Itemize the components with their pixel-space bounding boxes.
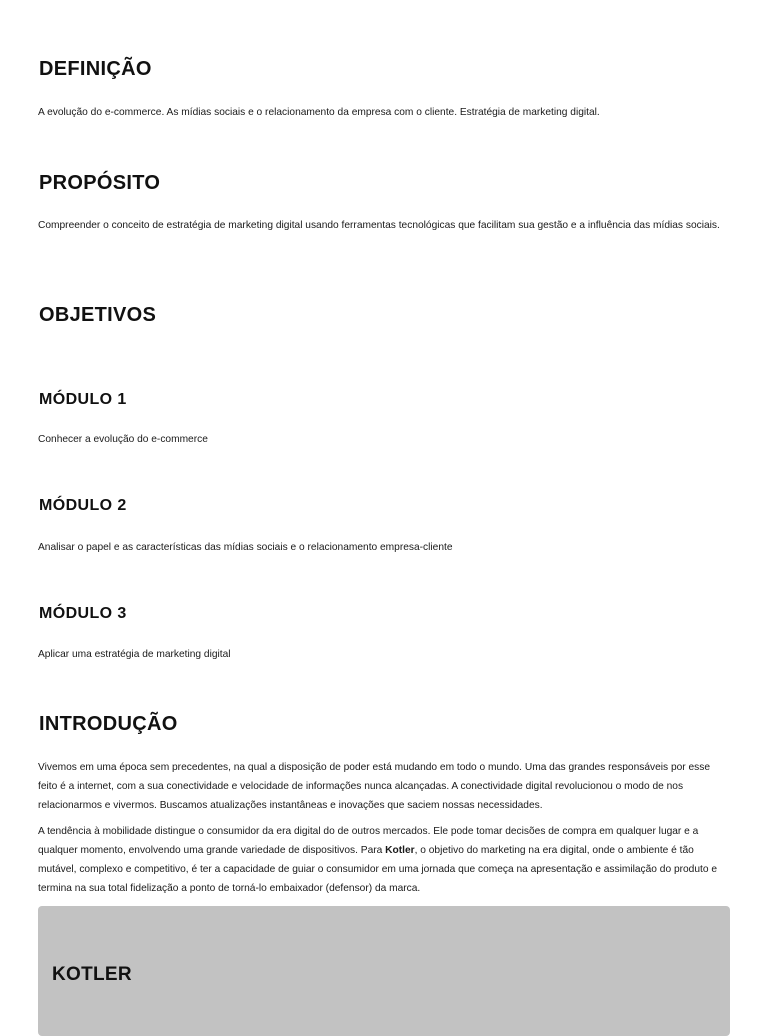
introducao-paragraph-2 [38,822,730,898]
proposito-heading: PROPÓSITO [39,172,161,194]
kotler-callout-box [38,906,730,1036]
introducao-paragraph-2-start: A tendência à mobilidade distingue o consumidor da era digital do de outros mercados. Ele pode tomar decisões de compra em qualquer lugar e a qualquer momento, envolvendo uma grande variedade de dispositivos. Para [38,826,699,856]
modulo-1-text: Conhecer a evolução do e-commerce [38,434,208,445]
modulo-3-heading: MÓDULO 3 [39,605,127,622]
kotler-emphasis: Kotler [385,845,415,856]
modulo-2-text: Analisar o papel e as características das mídias sociais e o relacionamento empresa-cliente [38,542,453,553]
objetivos-heading: OBJETIVOS [39,304,157,326]
definicao-text: A evolução do e-commerce. As mídias sociais e o relacionamento da empresa com o cliente. Estratégia de marketing digital. [38,107,600,118]
introducao-paragraph-1: Vivemos em uma época sem precedentes, na qual a disposição de poder está mudando em todo o mundo. Uma das grandes responsáveis por esse feito é a internet, com a sua conectividade e velocidade de informações nunca alcançadas. A conectividade digital revolucionou o modo de nos relacionarmos e vivermos. Buscamos atualizações instantâneas e inovações que saciem nossas necessidades. [38,762,711,811]
kotler-callout-title: KOTLER [52,964,132,985]
definicao-heading: DEFINIÇÃO [39,58,152,80]
modulo-2-heading: MÓDULO 2 [39,497,127,514]
introducao-paragraph-2-end: , o objetivo do marketing na era digital, onde o ambiente é tão mutável, complexo e competitivo, é ter a capacidade de guiar o consumidor em uma jornada que começa na apresentação e assimilação do produto e termina na sua total fidelização a ponto de torná-lo embaixador (defensor) da marca. [38,845,717,894]
proposito-text: Compreender o conceito de estratégia de marketing digital usando ferramentas tecnológicas que facilitam sua gestão e a influência das mídias sociais. [38,220,720,231]
introducao-heading: INTRODUÇÃO [39,713,178,735]
modulo-1-heading: MÓDULO 1 [39,391,127,408]
modulo-3-text: Aplicar uma estratégia de marketing digital [38,649,231,660]
